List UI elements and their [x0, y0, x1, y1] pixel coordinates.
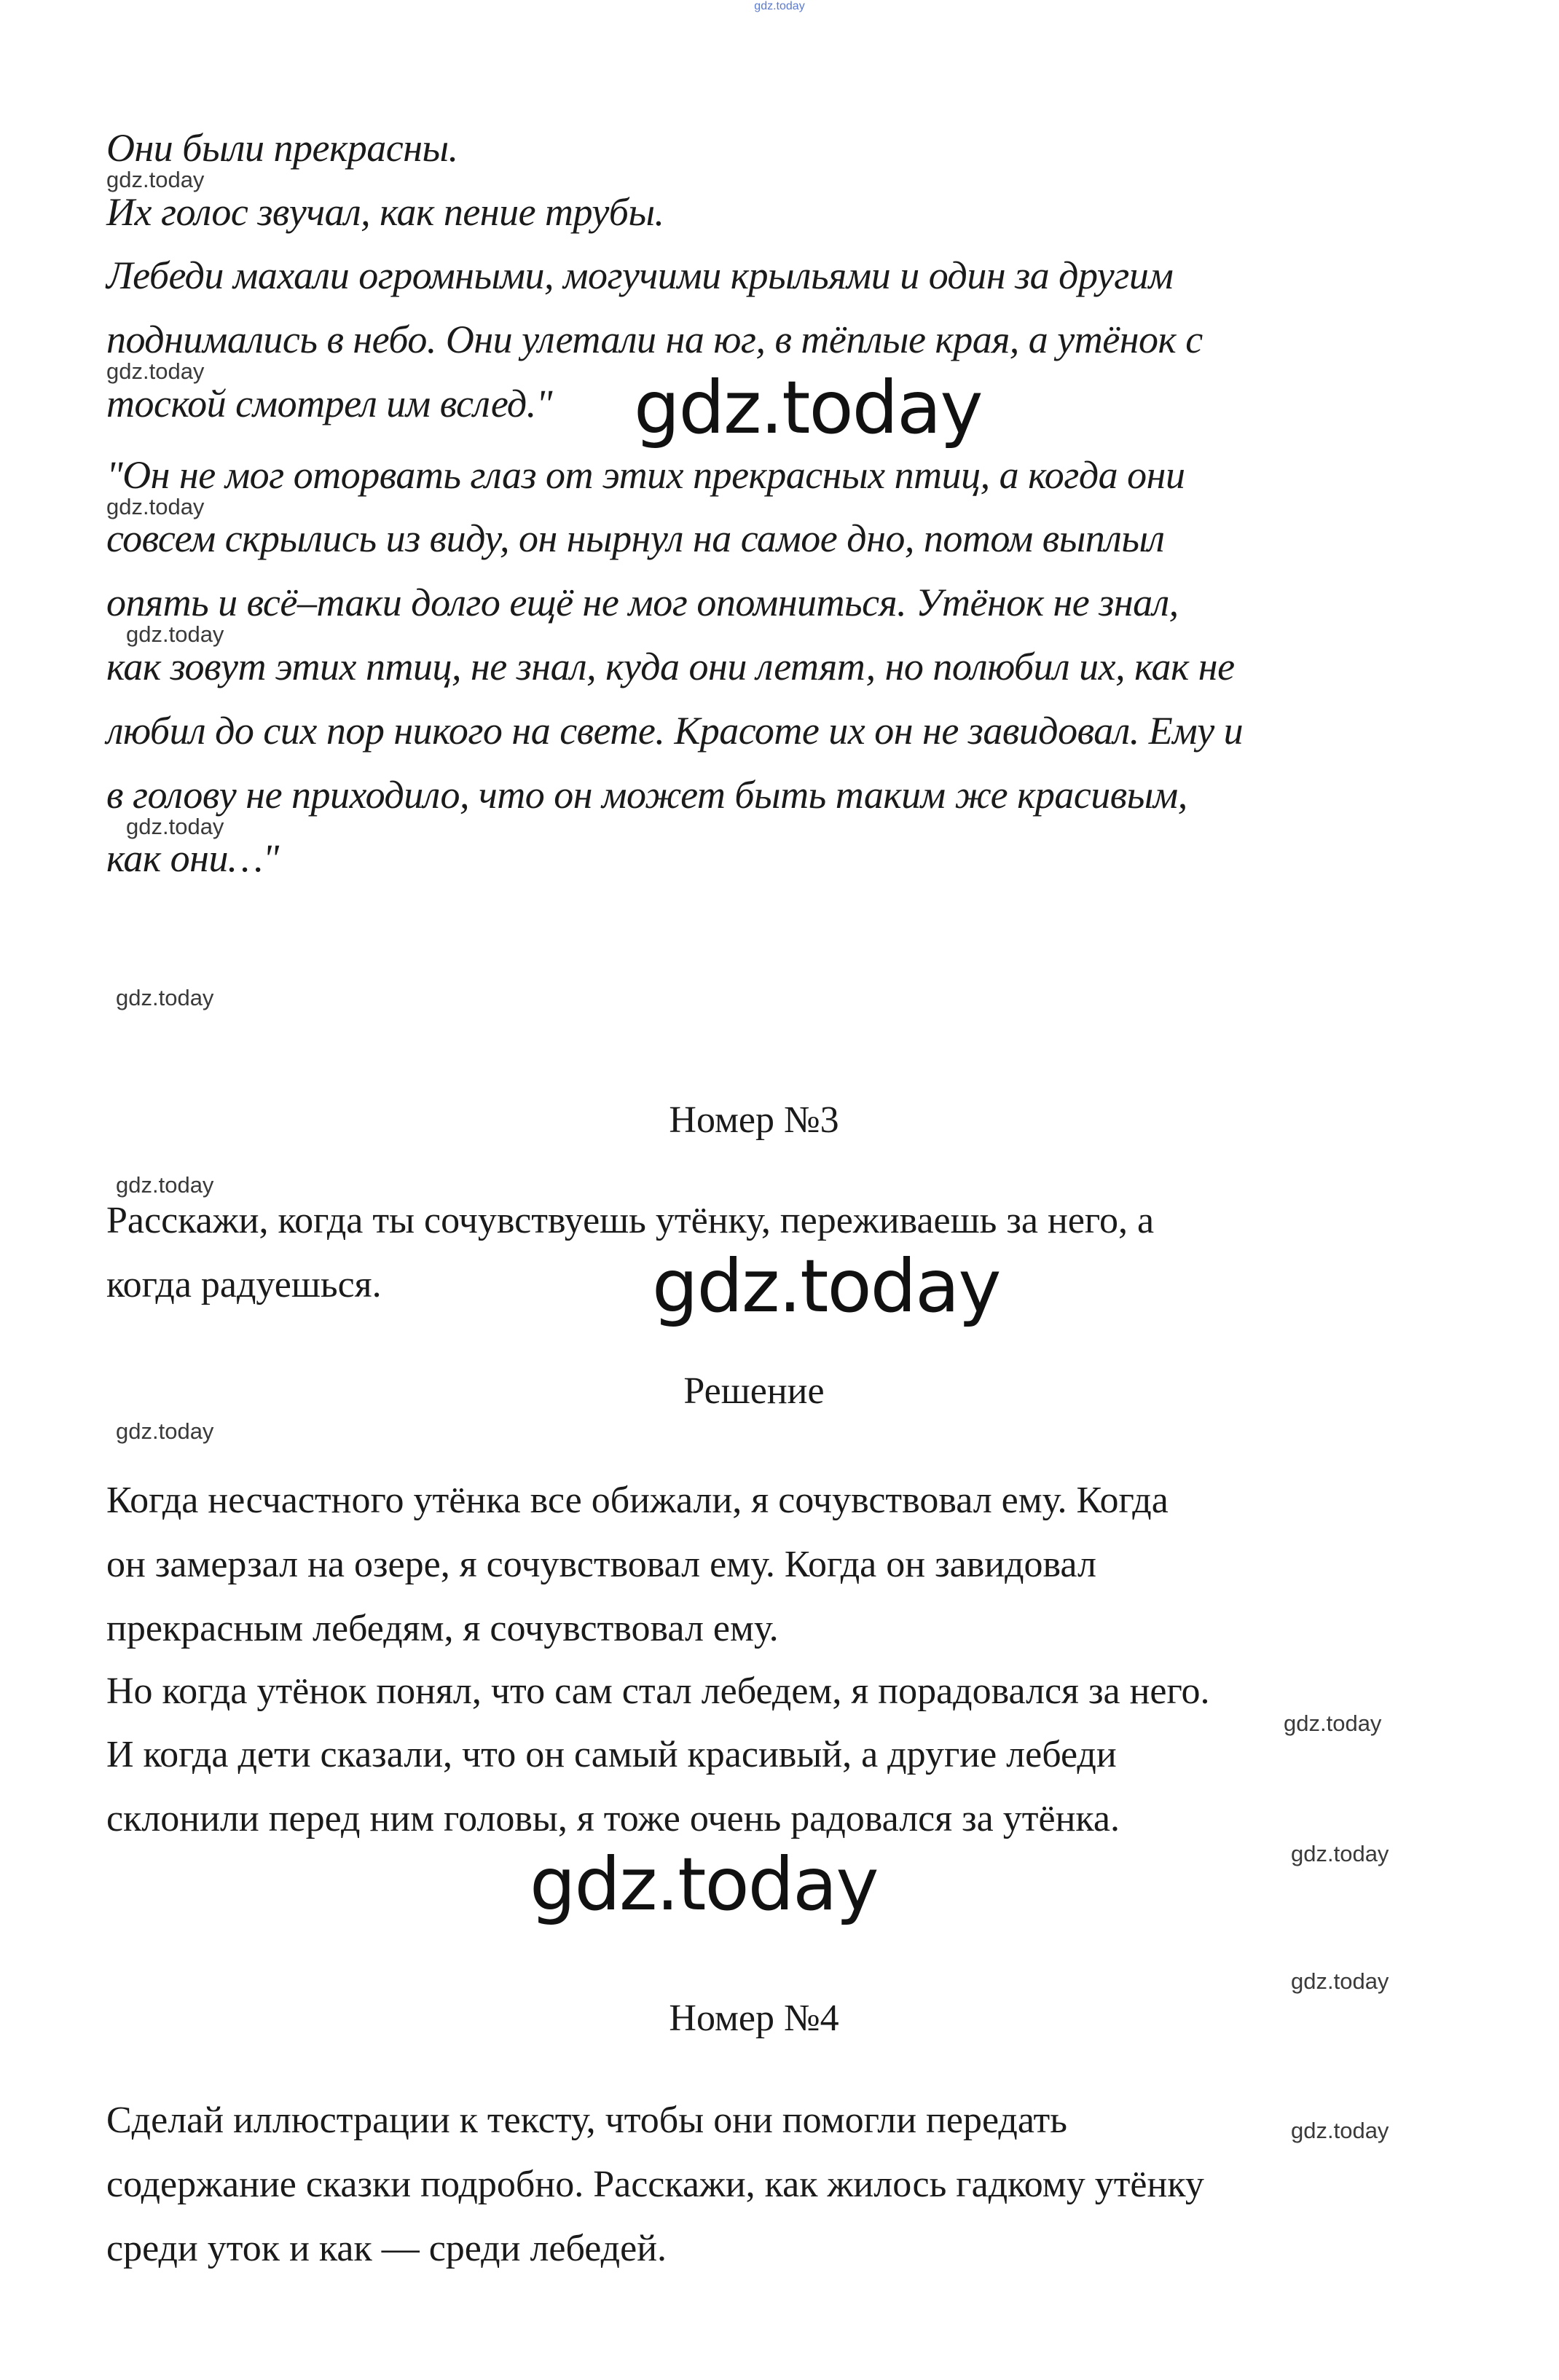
watermark-small: gdz.today	[1291, 1841, 1389, 1866]
watermark-small: gdz.today	[116, 1418, 214, 1444]
task4-question-line: среди уток и как — среди лебедей.	[106, 2228, 667, 2269]
watermark-large: gdz.today	[634, 365, 982, 450]
solution-heading: Решение	[683, 1370, 825, 1412]
watermark-small: gdz.today	[116, 1172, 214, 1198]
task4-question-line: Сделай иллюстрации к тексту, чтобы они помогли передать	[106, 2100, 1067, 2141]
answer-line: прекрасным лебедям, я сочувствовал ему.	[106, 1608, 779, 1649]
quote-line: тоской смотрел им вслед."	[106, 382, 552, 425]
watermark-small: gdz.today	[126, 621, 224, 647]
top-watermark: gdz.today	[754, 0, 805, 12]
answer-line: склонили перед ним головы, я тоже очень радовался за утёнка.	[106, 1798, 1120, 1839]
quote-line: как зовут этих птиц, не знал, куда они летят, но полюбил их, как не	[106, 645, 1235, 688]
watermark-small: gdz.today	[106, 167, 205, 192]
quote-line: Лебеди махали огромными, могучими крыльями и один за другим	[106, 254, 1174, 297]
watermark-small: gdz.today	[1291, 2118, 1389, 2143]
quote-line: "Он не мог оторвать глаз от этих прекрасных птиц, а когда они	[106, 453, 1185, 497]
watermark-small: gdz.today	[106, 494, 205, 519]
answer-line: И когда дети сказали, что он самый красивый, а другие лебеди	[106, 1734, 1117, 1775]
watermark-small: gdz.today	[116, 985, 214, 1010]
quote-line: любил до сих пор никого на свете. Красоте их он не завидовал. Ему и	[106, 709, 1244, 753]
task4-heading: Номер №4	[669, 1998, 839, 2039]
watermark-large: gdz.today	[530, 1842, 878, 1927]
watermark-small: gdz.today	[126, 814, 224, 839]
answer-line: Но когда утёнок понял, что сам стал лебедем, я порадовался за него.	[106, 1670, 1210, 1712]
watermark-large: gdz.today	[652, 1244, 1000, 1329]
watermark-small: gdz.today	[1291, 1968, 1389, 1994]
quote-line: Они были прекрасны.	[106, 126, 458, 170]
answer-line: Когда несчастного утёнка все обижали, я сочувствовал ему. Когда	[106, 1480, 1169, 1521]
watermark-small: gdz.today	[106, 358, 205, 384]
quote-line: Их голос звучал, как пение трубы.	[106, 190, 664, 234]
answer-line: он замерзал на озере, я сочувствовал ему. Когда он завидовал	[106, 1544, 1096, 1585]
quote-line: в голову не приходило, что он может быть таким же красивым,	[106, 773, 1187, 817]
quote-line: опять и всё–таки долго ещё не мог опомниться. Утёнок не знал,	[106, 581, 1179, 624]
task3-heading: Номер №3	[669, 1099, 839, 1141]
task3-question-line: Расскажи, когда ты сочувствуешь утёнку, переживаешь за него, а	[106, 1200, 1155, 1241]
quote-line: как они…"	[106, 836, 279, 880]
watermark-small: gdz.today	[1284, 1711, 1382, 1736]
quote-line: совсем скрылись из виду, он нырнул на самое дно, потом выплыл	[106, 517, 1165, 560]
task4-question-line: содержание сказки подробно. Расскажи, как жилось гадкому утёнку	[106, 2164, 1204, 2205]
quote-line: поднимались в небо. Они улетали на юг, в тёплые края, а утёнок с	[106, 318, 1203, 361]
task3-question-line: когда радуешься.	[106, 1264, 382, 1305]
